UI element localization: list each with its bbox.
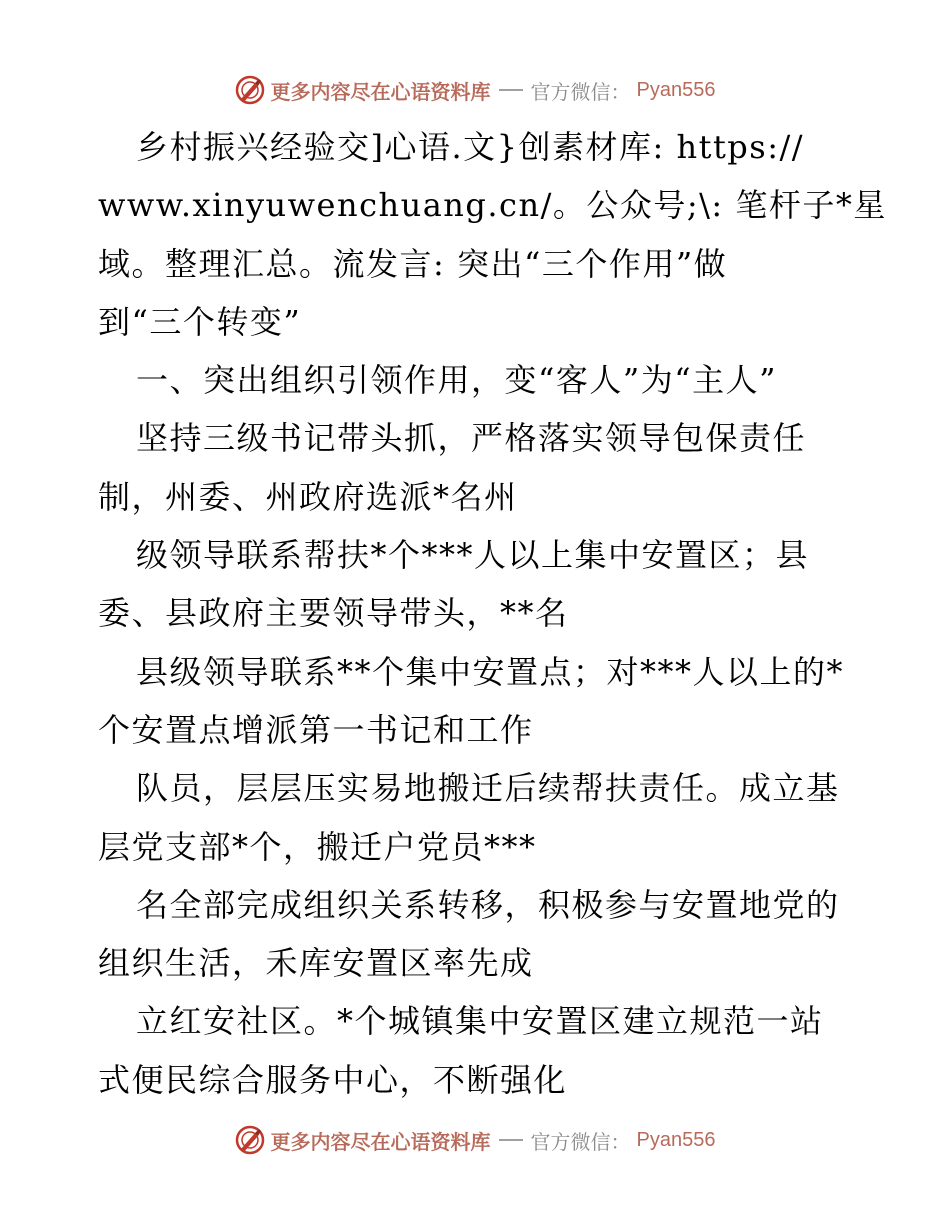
text-line: 式便民综合服务中心，不断强化: [98, 1060, 568, 1099]
text-line: 级领导联系帮扶*个***人以上集中安置区；县: [136, 536, 810, 575]
official-wechat-label: 官方微信：: [530, 1129, 631, 1154]
wechat-id: Pyan556: [636, 1128, 716, 1151]
text-line: 乡村振兴经验交]心语.文}创素材库: https://: [136, 128, 805, 166]
text-line: 层党支部*个，搬迁户党员***: [98, 827, 537, 866]
header-banner: [0, 70, 950, 110]
text-line: 到“三个转变”: [98, 302, 302, 341]
wechat-id: Pyan556: [636, 78, 716, 101]
text-line: 坚持三级书记带头抓，严格落实领导包保责任: [136, 419, 807, 458]
promo-text: 更多内容尽在心语资料库: [270, 79, 491, 104]
footer-banner: [0, 1120, 950, 1160]
text-line: 组织生活，禾库安置区率先成: [98, 944, 534, 983]
document-body: [98, 118, 887, 1109]
text-line: 名全部完成组织关系转移，积极参与安置地党的: [136, 885, 840, 924]
promo-text: 更多内容尽在心语资料库: [270, 1129, 491, 1154]
banner-divider: [499, 89, 523, 91]
official-wechat-label: 官方微信：: [530, 79, 631, 104]
text-line: 个安置点增派第一书记和工作: [98, 710, 534, 749]
banner-divider: [499, 1139, 523, 1141]
text-line: 队员，层层压实易地搬迁后续帮扶责任。成立基: [136, 769, 840, 808]
text-line: 立红安社区。*个城镇集中安置区建立规范一站: [136, 1002, 824, 1041]
text-line: 委、县政府主要领导带头，**名: [98, 594, 569, 633]
pen-logo-icon: [235, 1125, 265, 1155]
section-heading: 一、突出组织引领作用，变“客人”为“主人”: [136, 361, 777, 400]
pen-logo-icon: [235, 75, 265, 105]
text-line: 域。整理汇总。流发言: 突出“三个作用”做: [98, 244, 728, 283]
text-line: www.xinyuwenchuang.cn/。公众号;\: 笔杆子*星: [98, 186, 887, 225]
text-line: 县级领导联系**个集中安置点；对***人以上的*: [136, 652, 845, 691]
text-line: 制，州委、州政府选派*名州: [98, 477, 518, 516]
